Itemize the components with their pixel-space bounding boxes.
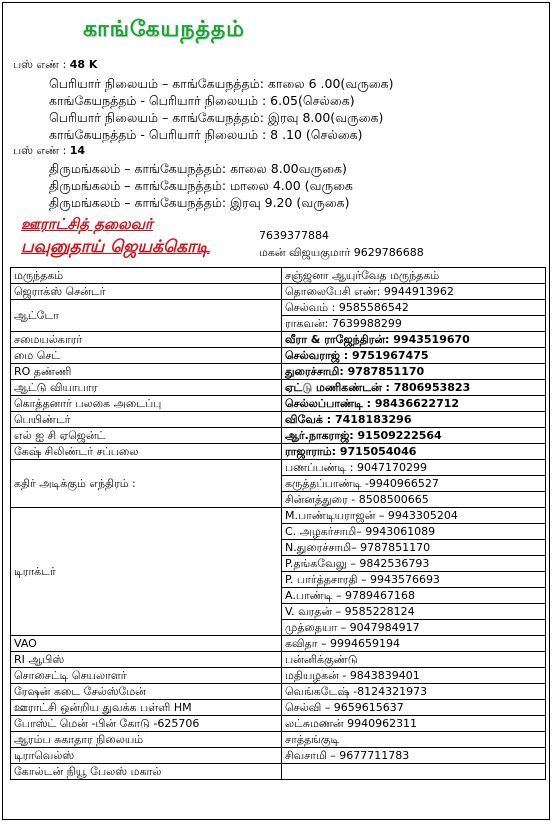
row-contact: மதியழகன் - 9843839401 [282, 668, 546, 684]
bus1-route-1: காங்கேயநத்தம் - பெரியார் நிலையம் : 6.05(செல்கை) [49, 93, 355, 108]
row-contact: வீரா & ராஜேந்திரன்: 9943519670 [282, 332, 546, 348]
table-row [11, 764, 546, 780]
row-category: ஆரம்ப சுகாதார நிலையம் [11, 732, 282, 748]
leader-phone: 7639377884 [259, 229, 329, 242]
bus1-route-0: பெரியார் நிலையம் – காங்கேயநத்தம்: காலை 6 .00(வருகை) [49, 76, 394, 91]
page-title: காங்கேயநத்தம் [83, 17, 245, 42]
table-row [11, 668, 546, 684]
bus1-number: 48 K [69, 58, 98, 71]
row-contact: ராகவன்: 7639988299 [282, 316, 546, 332]
document-page [2, 2, 550, 820]
table-row [11, 732, 546, 748]
bus2-route-2: திருமங்கலம் – காங்கேயநத்தம்: இரவு 9.20 (வருகை) [49, 195, 350, 210]
leader-banner [21, 215, 266, 265]
row-contact: A.பாண்டி – 9789467168 [282, 588, 546, 604]
row-contact: ஏட்டு மணிகண்டன் : 7806953823 [282, 380, 546, 396]
row-contact: செல்லப்பாண்டி : 98436622712 [282, 396, 546, 412]
directory-table [10, 267, 546, 780]
row-category: சொசைட்டி செயலாளர் [11, 668, 282, 684]
row-contact: V. வரதன் – 9585228124 [282, 604, 546, 620]
table-row [11, 716, 546, 732]
table-row [11, 364, 546, 380]
table-row [11, 300, 546, 316]
row-category: ரேஷன் கடை சேல்ஸ்மேன் [11, 684, 282, 700]
row-category: சமையல்காரர் [11, 332, 282, 348]
table-row [11, 268, 546, 284]
row-category: ஆட்டோ [11, 300, 282, 332]
row-category: RI ஆபிஸ் [11, 652, 282, 668]
bus1-label-text: பஸ் எண் : [13, 58, 67, 71]
table-row [11, 460, 546, 476]
row-category: போஸ்ட் மென் -பின் கோடு -625706 [11, 716, 282, 732]
table-row [11, 636, 546, 652]
row-category: கோல்டன் நியூ பேலஸ் மகால் [11, 764, 282, 780]
table-row [11, 444, 546, 460]
bus2-route-0: திருமங்கலம் – காங்கேயநத்தம்: காலை 8.00வருகை) [49, 161, 347, 176]
row-contact: பணப்பண்டி : 9047170299 [282, 460, 546, 476]
leader-title: ஊராட்சித் தலைவர் [21, 215, 153, 233]
leader-contact [259, 227, 424, 261]
table-row [11, 380, 546, 396]
bus2-label [13, 144, 85, 159]
row-contact: சிவசாமி – 9677711783 [282, 748, 546, 764]
bus1-route-2: பெரியார் நிலையம் – காங்கேயநத்தம்: இரவு 8.00(வருகை) [49, 110, 384, 125]
row-contact: வெங்கடேஷ் -8124321973 [282, 684, 546, 700]
row-contact: துரைச்சாமி: 9787851170 [282, 364, 546, 380]
row-category: மருந்தகம் [11, 268, 282, 284]
table-row [11, 332, 546, 348]
bus1-label [13, 58, 97, 73]
table-row [11, 396, 546, 412]
row-contact: சின்னத்துரை - 8508500665 [282, 492, 546, 508]
bus1-route-3: காங்கேயநத்தம் - பெரியார் நிலையம் : 8 .10 (செல்கை) [49, 127, 363, 142]
row-contact: சஞ்ஜனா ஆயுர்வேத மருந்தகம் [282, 268, 546, 284]
table-row [11, 700, 546, 716]
table-row [11, 428, 546, 444]
table-row [11, 348, 546, 364]
row-contact [282, 764, 546, 780]
row-contact: கவிதா – 9994659194 [282, 636, 546, 652]
bus2-number: 14 [69, 144, 86, 157]
table-row [11, 652, 546, 668]
row-category: பெயிண்டர் [11, 412, 282, 428]
row-contact: செல்வம் : 9585586542 [282, 300, 546, 316]
row-contact: தொலைபேசி எண்: 9944913962 [282, 284, 546, 300]
bus2-label-text: பஸ் எண் : [13, 144, 67, 157]
leader-name: பவுனுதாய் ஜெயக்கொடி [21, 237, 210, 257]
row-category: டிராவெல்ஸ் [11, 748, 282, 764]
table-row [11, 684, 546, 700]
row-contact: செல்வி – 9659615637 [282, 700, 546, 716]
row-category: ஜெராக்ஸ் சென்டர் [11, 284, 282, 300]
row-contact: ராஜாராம்: 9715054046 [282, 444, 546, 460]
row-contact: P. பார்த்தசாரதி – 9943576693 [282, 572, 546, 588]
table-row [11, 508, 546, 524]
row-contact: செல்வராஜ் : 9751967475 [282, 348, 546, 364]
row-contact: N.துரைச்சாமி– 9787851170 [282, 540, 546, 556]
row-contact: சாத்தங்குடி [282, 732, 546, 748]
row-contact: C. அழகர்சாமி– 9943061089 [282, 524, 546, 540]
row-category: கேஷ் சிலிண்டர் சப்பலை [11, 444, 282, 460]
row-contact: ஆர்.நாகராஜ்: 91509222564 [282, 428, 546, 444]
bus2-route-1: திருமங்கலம் – காங்கேயநத்தம்: மாலை 4.00 (வருகை [49, 178, 353, 193]
row-contact: லட்சுமணன் 9940962311 [282, 716, 546, 732]
row-category: VAO [11, 636, 282, 652]
row-contact: பன்னிக்குண்டு [282, 652, 546, 668]
leader-son: மகன் விஜயகுமார் 9629786688 [259, 246, 424, 259]
table-row [11, 284, 546, 300]
row-category: கதிர் அடிக்கும் எந்திரம் : [11, 460, 282, 508]
row-category: டிராக்டர் [11, 508, 282, 636]
row-contact: விவேக் : 7418183296 [282, 412, 546, 428]
row-category: எல் ஐ சி ஏஜென்ட் [11, 428, 282, 444]
row-contact: M.பாண்டியராஜன் – 9943305204 [282, 508, 546, 524]
table-row [11, 748, 546, 764]
row-contact: முத்தையா – 9047984917 [282, 620, 546, 636]
row-category: RO தண்ணி [11, 364, 282, 380]
row-contact: P.தங்கவேலு – 9842536793 [282, 556, 546, 572]
row-category: ஆட்டு வியாபார [11, 380, 282, 396]
row-category: கொத்தனார் பலகை அடைப்பு [11, 396, 282, 412]
table-row [11, 412, 546, 428]
row-category: ஊராட்சி ஒன்றிய துவக்க பள்ளி HM [11, 700, 282, 716]
row-contact: கருத்தப்பாண்டி -9940966527 [282, 476, 546, 492]
row-category: மை செட் [11, 348, 282, 364]
